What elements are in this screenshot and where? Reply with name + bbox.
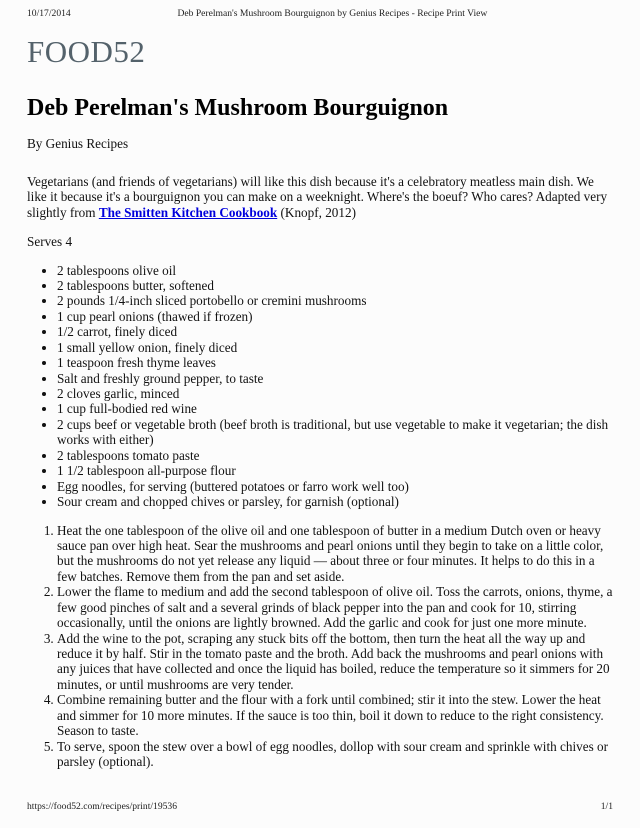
serves-line: Serves 4 (27, 234, 73, 250)
ingredients-list (27, 263, 613, 510)
ingredient-item: • 2 pounds 1/4-inch sliced portobello or cremini mushrooms (57, 293, 613, 308)
ingredient-item: • Salt and freshly ground pepper, to taste (57, 371, 613, 386)
ingredient-item: • 2 cloves garlic, minced (57, 386, 613, 401)
step-item: 2. Lower the flame to medium and add the second tablespoon of olive oil. Toss the carrots, onions, thyme, a few good pinches of salt and a several grinds of black pepper into the pan and cook for 10, stirring occasionally, until the onions are lightly browned. Add the garlic and cook for just one more minute. (57, 584, 613, 630)
intro-paragraph (27, 174, 613, 220)
ingredient-item: • Sour cream and chopped chives or parsley, for garnish (optional) (57, 494, 613, 509)
food52-logo: FOOD52 (27, 34, 146, 69)
ingredient-item: • 1 cup pearl onions (thawed if frozen) (57, 309, 613, 324)
steps-list (27, 523, 613, 770)
print-doc-title: Deb Perelman's Mushroom Bourguignon by Genius Recipes - Recipe Print View (177, 8, 488, 19)
ingredient-item: • 2 tablespoons butter, softened (57, 278, 613, 293)
print-footer (27, 801, 613, 812)
print-header (27, 8, 613, 22)
ingredient-item: • Egg noodles, for serving (buttered potatoes or farro work well too) (57, 479, 613, 494)
smitten-kitchen-cookbook-link[interactable]: The Smitten Kitchen Cookbook (98, 204, 278, 220)
recipe-title: Deb Perelman's Mushroom Bourguignon (27, 95, 449, 122)
byline: By Genius Recipes (27, 136, 129, 152)
intro-text-before-link: Vegetarians (and friends of vegetarians) will like this dish because it's a celebratory meatless main dish. We like it because it's a bourguignon you can make on a weeknight. Where's the boeuf? Who cares? Adapted very slightly from (27, 173, 608, 220)
ingredient-item: • 1 small yellow onion, finely diced (57, 340, 613, 355)
footer-url: https://food52.com/recipes/print/19536 (27, 800, 178, 812)
ingredient-item: • 2 tablespoons tomato paste (57, 448, 613, 463)
ingredient-item: • 1 teaspoon fresh thyme leaves (57, 355, 613, 370)
ingredient-item: • 1/2 carrot, finely diced (57, 324, 613, 339)
ingredient-item: • 2 tablespoons olive oil (57, 263, 613, 278)
step-item: 3. Add the wine to the pot, scraping any stuck bits off the bottom, then turn the heat all the way up and reduce it by half. Stir in the tomato paste and the broth. Add back the mushrooms and pearl onions with any juices that have collected and once the liquid has boiled, reduce the temperature so it simmers for 20 minutes, or until mushrooms are very tender. (57, 631, 613, 693)
step-item: 1. Heat the one tablespoon of the olive oil and one tablespoon of butter in a medium Dutch oven or heavy sauce pan over high heat. Sear the mushrooms and pearl onions until they begin to take on a little color, but the mushrooms do not yet release any liquid — about three or four minutes. It helps to do this in a few batches. Remove them from the pan and set aside. (57, 523, 613, 585)
ingredient-item: • 2 cups beef or vegetable broth (beef broth is traditional, but use vegetable to make it vegetarian; the dish works with either) (57, 417, 613, 448)
step-item: 4. Combine remaining butter and the flour with a fork until combined; stir it into the stew. Lower the heat and simmer for 10 more minutes. If the sauce is too thin, boil it down to reduce to the right consistency. Season to taste. (57, 692, 613, 738)
print-date: 10/17/2014 (27, 8, 71, 19)
ingredient-item: • 1 cup full-bodied red wine (57, 401, 613, 416)
intro-text-after-link: (Knopf, 2012) (277, 204, 356, 220)
ingredient-item: • 1 1/2 tablespoon all-purpose flour (57, 463, 613, 478)
step-item: 5. To serve, spoon the stew over a bowl of egg noodles, dollop with sour cream and sprinkle with chives or parsley (optional). (57, 739, 613, 770)
footer-page-number: 1/1 (600, 800, 613, 812)
